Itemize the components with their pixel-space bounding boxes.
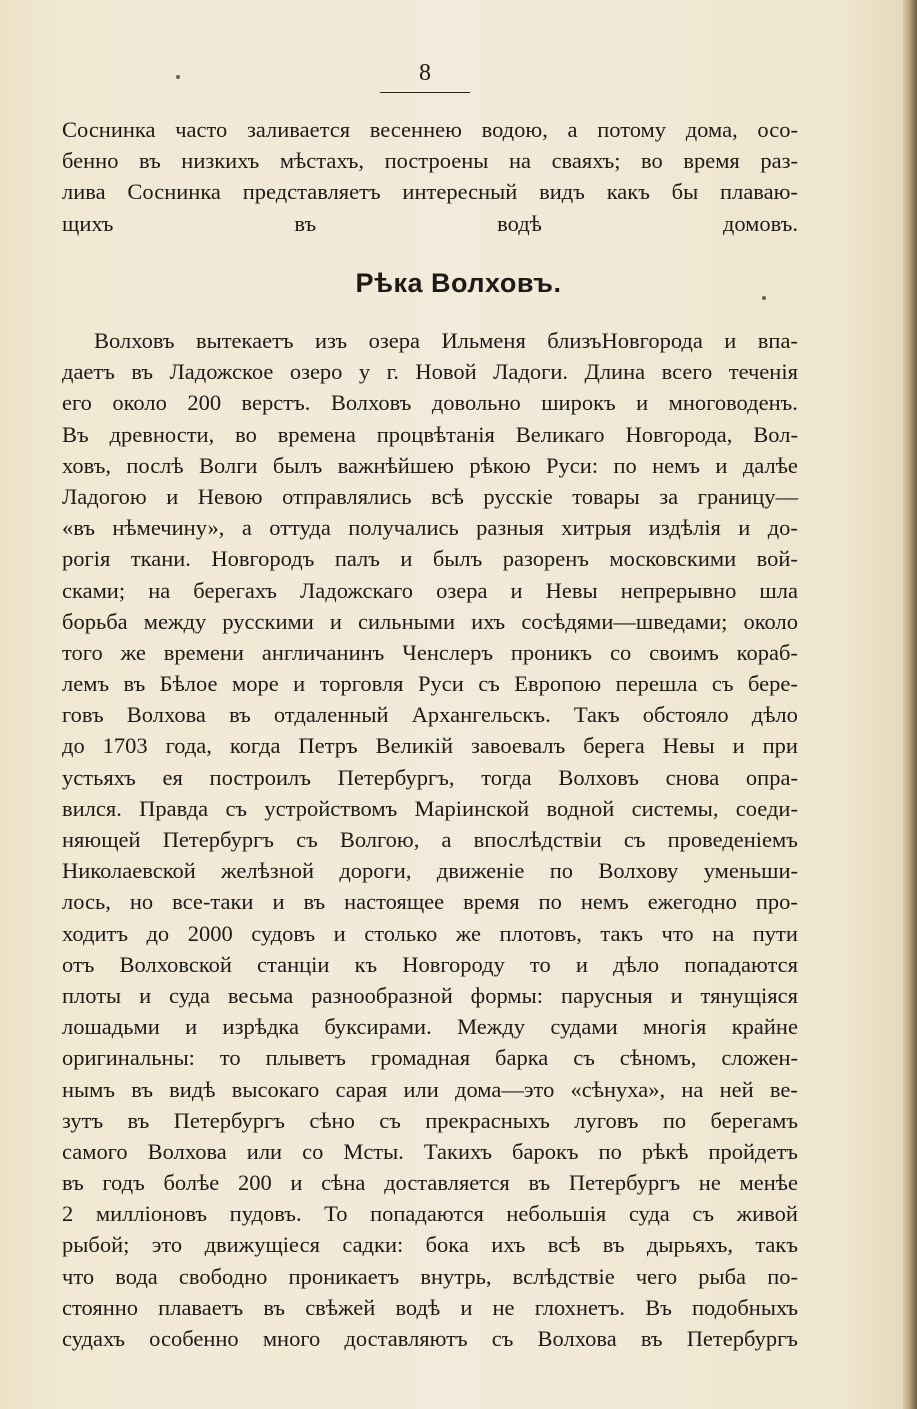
text-line: отъ Волховской станціи къ Новгороду то и дѣло попадаются (62, 951, 798, 977)
text-line: лошадьми и изрѣдка буксирами. Между судами многія крайне (62, 1014, 798, 1040)
text-line: самого Волхова или со Мсты. Такихъ барокъ по рѣкѣ пройдетъ (62, 1138, 798, 1164)
text-line: даетъ въ Ладожское озеро у г. Новой Ладоги. Длина всего теченія (62, 359, 798, 385)
text-line: Въ древности, во времена процвѣтанія Великаго Новгорода, Вол- (62, 421, 798, 447)
text-line: «въ нѣмечину», а оттуда получались разныя хитрыя издѣлія и до- (62, 515, 798, 541)
text-line: говъ Волхова въ отдаленный Архангельскъ. Такъ обстояло дѣло (62, 702, 798, 728)
text-line: сками; на берегахъ Ладожскаго озера и Невы непрерывно шла (62, 577, 798, 603)
text-line: рогія ткани. Новгородъ палъ и былъ разоренъ московскими вой- (62, 546, 798, 572)
text-line: до 1703 года, когда Петръ Великій завоевалъ берега Невы и при (62, 733, 798, 759)
text-line: зутъ въ Петербургъ сѣно съ прекрасныхъ луговъ по берегамъ (62, 1107, 798, 1133)
text-line: рыбой; это движущіеся садки: бока ихъ всѣ въ дырьяхъ, такъ (62, 1232, 798, 1258)
page-number-rule (380, 92, 470, 93)
paper-speck (762, 296, 766, 300)
text-line: ховъ, послѣ Волги былъ важнѣйшею рѣкою Руси: по немъ и далѣе (62, 452, 798, 478)
text-line: Соснинка часто заливается весеннею водою, а потому дома, осо- (62, 117, 798, 142)
text-line: оригинальны: то плыветъ громадная барка съ сѣномъ, сложен- (62, 1045, 798, 1071)
text-line: Ладогою и Невою отправлялись всѣ русскіе товары за границу— (62, 483, 798, 509)
paper-speck (176, 75, 180, 79)
text-line: плоты и суда весьма разнообразной формы: парусныя и тянущіяся (62, 982, 798, 1008)
intro-paragraph (62, 114, 798, 239)
text-line: того же времени англичанинъ Ченслеръ проникъ со своимъ кораб- (62, 639, 798, 665)
text-line: няющей Петербургъ съ Волгою, а впослѣдствіи съ проведеніемъ (62, 827, 798, 852)
text-line: устьяхъ ея построилъ Петербургъ, тогда Волховъ снова опра- (62, 764, 798, 790)
body-paragraph (62, 325, 798, 1354)
text-line: Николаевской желѣзной дороги, движеніе по Волхову уменьши- (62, 858, 798, 884)
text-line: бенно въ низкихъ мѣстахъ, построены на сваяхъ; во время раз- (62, 148, 798, 174)
text-line: нымъ въ видѣ высокаго сарая или дома—это «сѣнуха», на ней ве- (62, 1076, 798, 1102)
text-line: его около 200 верстъ. Волховъ довольно широкъ и многоводенъ. (62, 390, 798, 416)
page-edge (903, 0, 917, 1409)
text-line: что вода свободно проникаетъ внутрь, вслѣдствіе чего рыба по- (62, 1263, 798, 1289)
text-line: судахъ особенно много доставляютъ съ Волхова въ Петербургъ (62, 1326, 798, 1351)
text-line: лива Соснинка представляетъ интересный видъ какъ бы плаваю- (62, 179, 798, 205)
text-line: щихъ въ водѣ домовъ. (62, 210, 798, 236)
text-line: стоянно плаваетъ въ свѣжей водѣ и не глохнетъ. Въ подобныхъ (62, 1294, 798, 1320)
text-line: Волховъ вытекаетъ изъ озера Ильменя близъНовгорода и впа- (94, 328, 798, 353)
text-line: лось, но все-таки и въ настоящее время по немъ ежегодно про- (62, 889, 798, 915)
page-number: 8 (419, 60, 431, 86)
text-line: ходитъ до 2000 судовъ и столько же плотовъ, такъ что на пути (62, 920, 798, 946)
text-line: 2 милліоновъ пудовъ. То попадаются небольшія суда съ живой (62, 1201, 798, 1227)
text-line: борьба между русскими и сильными ихъ сосѣдями—шведами; около (62, 608, 798, 634)
text-line: въ годъ болѣе 200 и сѣна доставляется въ Петербургъ не менѣе (62, 1170, 798, 1196)
text-line: вился. Правда съ устройствомъ Маріинской водной системы, соеди- (62, 795, 798, 821)
text-line: лемъ въ Бѣлое море и торговля Руси съ Европою перешла съ бере- (62, 671, 798, 697)
section-heading: Рѣка Волховъ. (355, 268, 562, 298)
